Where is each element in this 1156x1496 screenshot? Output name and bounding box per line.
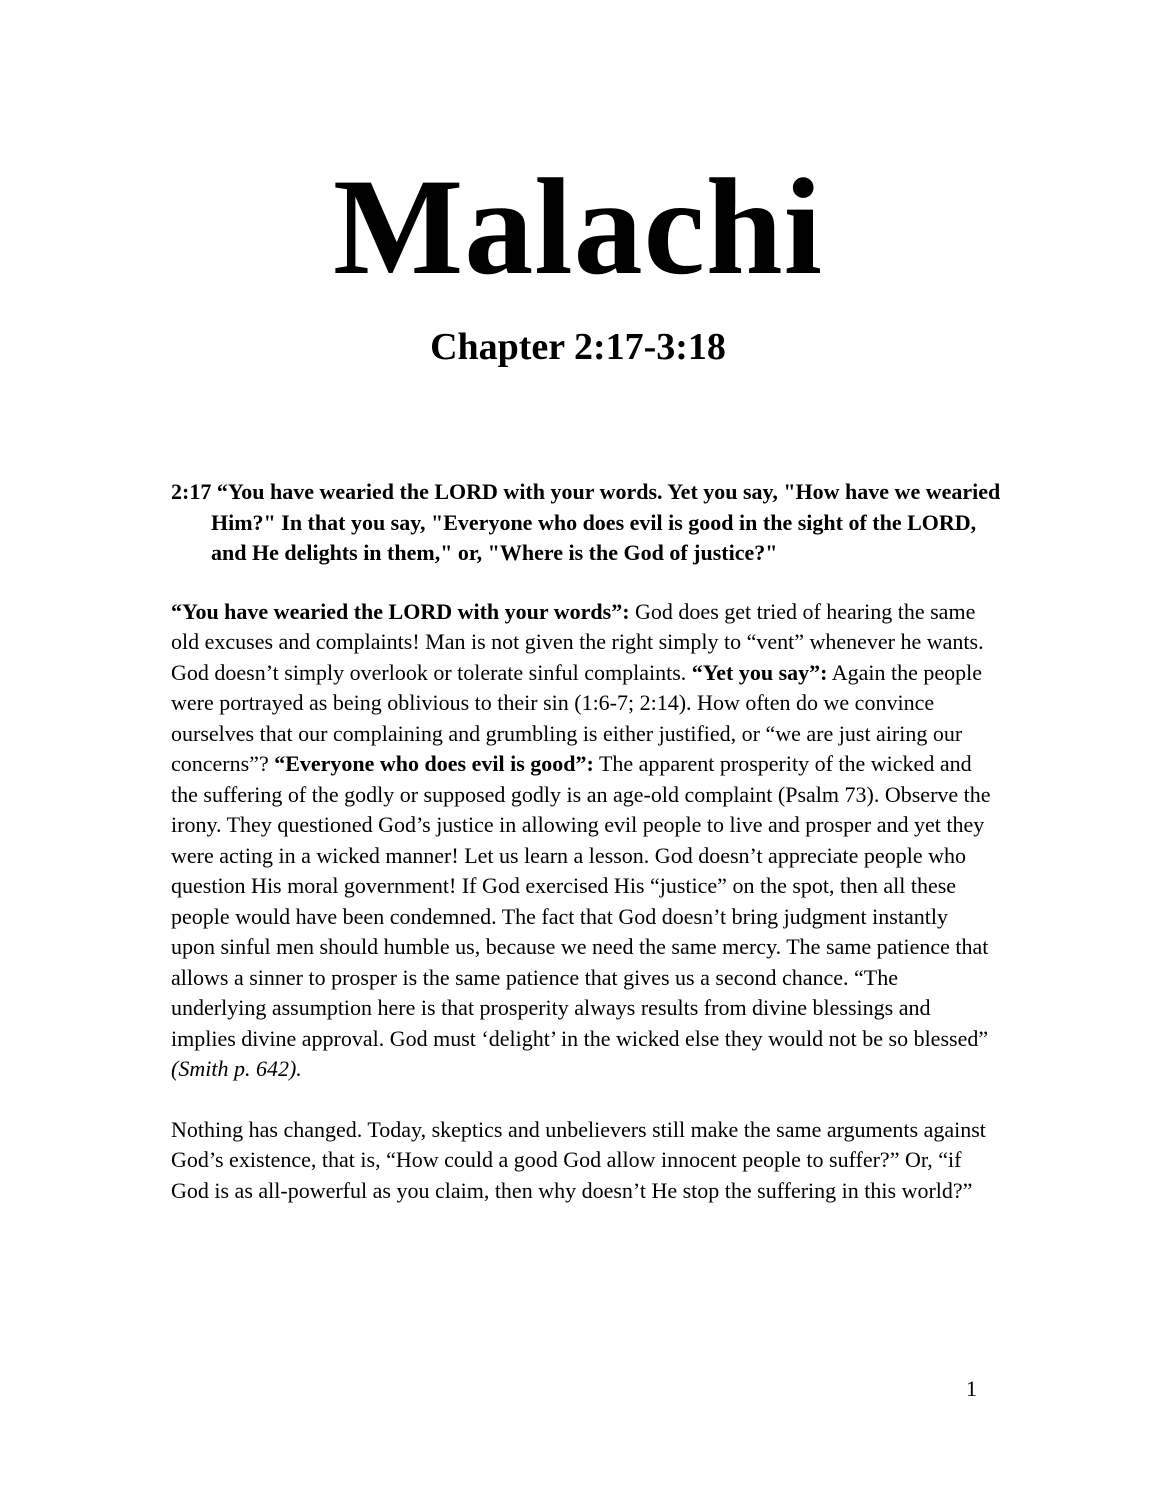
- commentary-heading: “Yet you say”:: [691, 659, 828, 685]
- commentary-text: God does get tried of hearing the same old excuses and complaints! Man is not given the right simply to “vent” whenever he wants. God doesn’t simply overlook or tolerate sinful complaints.: [171, 598, 984, 685]
- commentary-heading: “You have wearied the LORD with your words”:: [171, 598, 630, 624]
- page-number: 1: [966, 1376, 977, 1401]
- commentary-heading: “Everyone who does evil is good”:: [274, 751, 594, 776]
- commentary-paragraph-2: Nothing has changed. Today, skeptics and unbelievers still make the same arguments against God’s existence, that is, “How could a good God allow innocent people to suffer?” Or, “if God is as all-powerful as you claim, then why doesn’t He stop the suffering in this world?”: [171, 1116, 986, 1203]
- commentary-text: Again the people were portrayed as being oblivious to their sin (1:6-7; 2:14). How often do we convince ourselves that our complaining and grumbling is either justified, or “we are just airing our concerns”?: [171, 659, 983, 776]
- commentary-paragraph-1: [171, 597, 991, 1085]
- scripture-verse: 2:17 “You have wearied the LORD with your words. Yet you say, "How have we wearied Him?" In that you say, "Everyone who does evil is good in the sight of the LORD, and He delights in them," or, "Where is the God of justice?": [171, 479, 1001, 565]
- commentary-text: The apparent prosperity of the wicked and the suffering of the godly or supposed godly is an age-old complaint (Psalm 73). Observe the irony. They questioned God’s justice in allowing evil people to live and prosper and yet they were acting in a wicked manner! Let us learn a lesson. God doesn’t appreciate people who question His moral government! If God exercised His “justice” on the spot, then all these people would have been condemned. The fact that God doesn’t bring judgment instantly upon sinful men should humble us, because we need the same mercy. The same patience that allows a sinner to prosper is the same patience that gives us a second chance. “The underlying assumption here is that prosperity always results from divine blessings and implies divine approval. God must ‘delight’ in the wicked else they would not be so blessed”: [171, 751, 991, 1051]
- chapter-subtitle: Chapter 2:17-3:18: [430, 326, 726, 368]
- citation: (Smith p. 642).: [171, 1056, 302, 1081]
- document-body: [171, 477, 1001, 1236]
- book-title: Malachi: [333, 150, 823, 303]
